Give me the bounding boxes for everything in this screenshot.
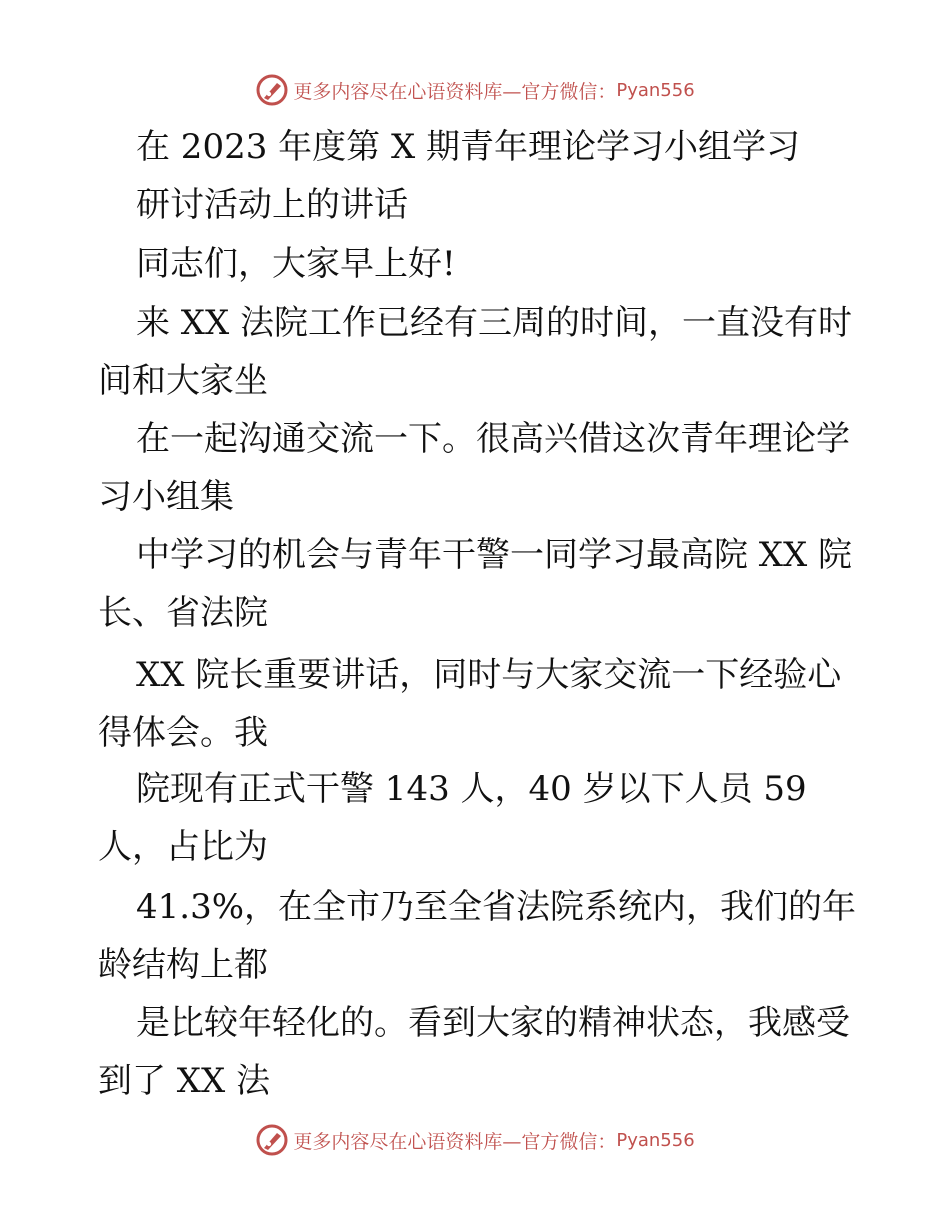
document-title-line-1: 在 2023 年度第 X 期青年理论学习小组学习 [136,127,800,167]
paragraph-line: 来 XX 法院工作已经有三周的时间，一直没有时 [136,303,853,343]
footer-watermark-banner [0,1120,950,1160]
banner-text: 更多内容尽在心语资料库—官方微信： [293,80,617,103]
paragraph-line: 得体会。我 [98,713,268,753]
paragraph-line: 是比较年轻化的。看到大家的精神状态，我感受 [136,1003,850,1043]
pen-circle-logo-icon [255,73,289,107]
paragraph-line: 到了 XX 法 [98,1061,271,1101]
paragraph-line: 龄结构上都 [98,945,268,985]
banner-wechat-id: Pyan556 [616,79,695,101]
document-title-line-2: 研讨活动上的讲话 [136,185,408,225]
paragraph-line: 在一起沟通交流一下。很高兴借这次青年理论学 [136,419,850,459]
banner-wechat-id: Pyan556 [616,1129,695,1151]
paragraph-line: 院现有正式干警 143 人，40 岁以下人员 59 [136,769,807,809]
paragraph-line: 习小组集 [98,477,234,517]
paragraph-line: 41.3%，在全市乃至全省法院系统内，我们的年 [136,887,857,927]
paragraph-line: 间和大家坐 [98,361,268,401]
paragraph-line: 中学习的机会与青年干警一同学习最高院 XX 院 [136,535,853,575]
banner-text: 更多内容尽在心语资料库—官方微信： [293,1130,617,1153]
paragraph-line: 人，占比为 [98,827,268,867]
paragraph-line: 长、省法院 [98,593,268,633]
pen-circle-logo-icon [255,1123,289,1157]
paragraph-line: XX 院长重要讲话，同时与大家交流一下经验心 [136,655,842,695]
paragraph-line: 同志们，大家早上好! [136,244,456,284]
header-watermark-banner [0,70,950,110]
